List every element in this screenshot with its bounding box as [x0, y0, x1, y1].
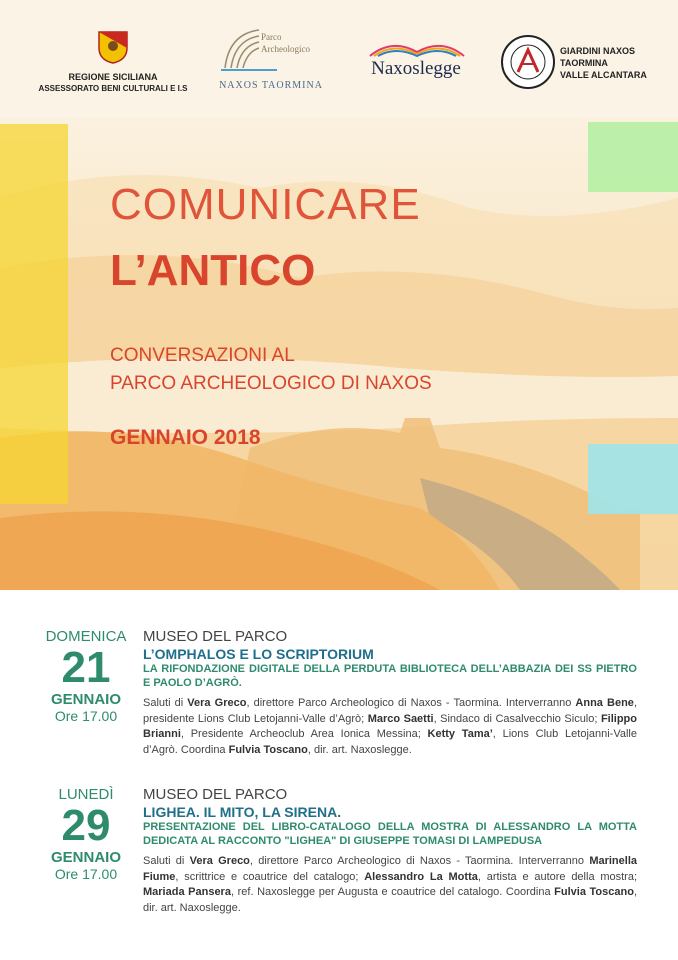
speaker-name: Vera Greco [189, 855, 250, 867]
trinacria-shield-icon [96, 30, 130, 64]
speaker-name: Fulvia Toscano [228, 743, 308, 756]
description-text: , ref. Naxoslegge per Augusta e coautrice del catalogo. Coordina [230, 886, 555, 898]
regione-line1: REGIONE SICILIANA [68, 72, 158, 82]
parco-archeologico-logo [215, 22, 327, 98]
event-time: Ore 17.00 [54, 708, 118, 724]
speaker-name: Vera Greco [187, 697, 247, 709]
event-description [143, 854, 637, 916]
regione-siciliana-logo [38, 30, 188, 98]
speaker-name: Marco Saetti [367, 712, 434, 725]
event-date [36, 786, 136, 882]
speaker-name: Marinella Fiume [143, 855, 637, 883]
speaker-name: Mariada Pansera [143, 886, 231, 898]
speaker-name: Filippo Brianni [143, 712, 637, 740]
parco-line2: Archeologico [261, 44, 310, 54]
speaker-name: Fulvia Toscano [554, 886, 634, 898]
event-description [143, 696, 637, 758]
event-body [143, 786, 637, 916]
description-text: , scrittrice e coautrice del catalogo; [175, 870, 365, 883]
event-month: GENNAIO [50, 691, 121, 708]
event-body [143, 628, 637, 758]
hero-subtitle [110, 342, 432, 398]
description-text: , dir. art. Naxoslegge. [143, 886, 637, 914]
parco-line3: NAXOS TAORMINA [219, 80, 323, 91]
regione-line2: ASSESSORATO BENI CULTURALI E I.S [38, 84, 188, 93]
description-text: , dir. art. Naxoslegge. [307, 743, 412, 756]
hero-subtitle-line1: CONVERSAZIONI AL [110, 345, 295, 366]
event-venue: MUSEO DEL PARCO [143, 786, 288, 803]
description-text: , Lions Club Letojanni-Valle d’Agrò. Coordina [143, 728, 637, 756]
event-subtitle: PRESENTAZIONE DEL LIBRO-CATALOGO DELLA MOSTRA DI ALESSANDRO LA MOTTA DEDICATA AL RACCONTO "LIGHEA" DI GIUSEPPE TOMASI DI LAMPEDUSA [143, 821, 637, 847]
hero-period: GENNAIO 2018 [110, 426, 261, 449]
logo-bar [0, 0, 678, 118]
description-text: , Presidente Archeoclub Area Ionica Messina; [180, 728, 428, 740]
event-weekday: LUNEDÌ [58, 786, 114, 803]
archeoclub-logo [500, 34, 650, 94]
description-text: , artista e autore della mostra; [477, 870, 638, 883]
description-text: Saluti di [143, 697, 188, 709]
description-text: Saluti di [143, 855, 190, 867]
speaker-name: Anna Bene [575, 697, 634, 709]
archeoclub-line3: VALLE ALCANTARA [560, 70, 647, 80]
description-text: , direttore Parco Archeologico di Naxos - Taormina. Interverranno [246, 697, 576, 709]
speaker-name: Alessandro La Motta [364, 870, 478, 883]
open-book-icon [362, 34, 472, 60]
event-day: 21 [61, 643, 111, 692]
speaker-name: Ketty Tama’ [427, 728, 493, 740]
hero-title-line2: L’ANTICO [110, 246, 316, 295]
event-title: L’OMPHALOS E LO SCRIPTORIUM [143, 646, 374, 662]
event-subtitle: LA RIFONDAZIONE DIGITALE DELLA PERDUTA BIBLIOTECA DELL’ABBAZIA DEI SS PIETRO E PAOLO D’AGRÒ. [143, 663, 637, 689]
event-title: LIGHEA. IL MITO, LA SIRENA. [143, 804, 342, 820]
hero-banner [0, 118, 678, 590]
hero-title-line1: COMUNICARE [110, 180, 421, 229]
naxoslegge-name: Naxoslegge [371, 58, 461, 79]
archeoclub-line1: GIARDINI NAXOS [560, 46, 636, 56]
event-date [36, 628, 136, 724]
event-time: Ore 17.00 [54, 866, 118, 882]
event-weekday: DOMENICA [45, 628, 127, 645]
parco-line1: Parco [261, 32, 282, 42]
event-venue: MUSEO DEL PARCO [143, 628, 288, 645]
description-text: , presidente Lions Club Letojanni-Valle d’Agrò; [143, 697, 637, 725]
event-day: 29 [61, 801, 111, 850]
description-text: , Sindaco di Casalvecchio Siculo; [433, 712, 601, 725]
archeoclub-seal-icon [500, 34, 556, 90]
description-text: , direttore Parco Archeologico di Naxos - Taormina. Interverranno [249, 855, 590, 867]
archeoclub-line2: TAORMINA [560, 58, 608, 68]
event-month: GENNAIO [50, 849, 121, 866]
naxoslegge-logo [358, 34, 474, 92]
hero-subtitle-line2: PARCO ARCHEOLOGICO DI NAXOS [110, 373, 432, 394]
